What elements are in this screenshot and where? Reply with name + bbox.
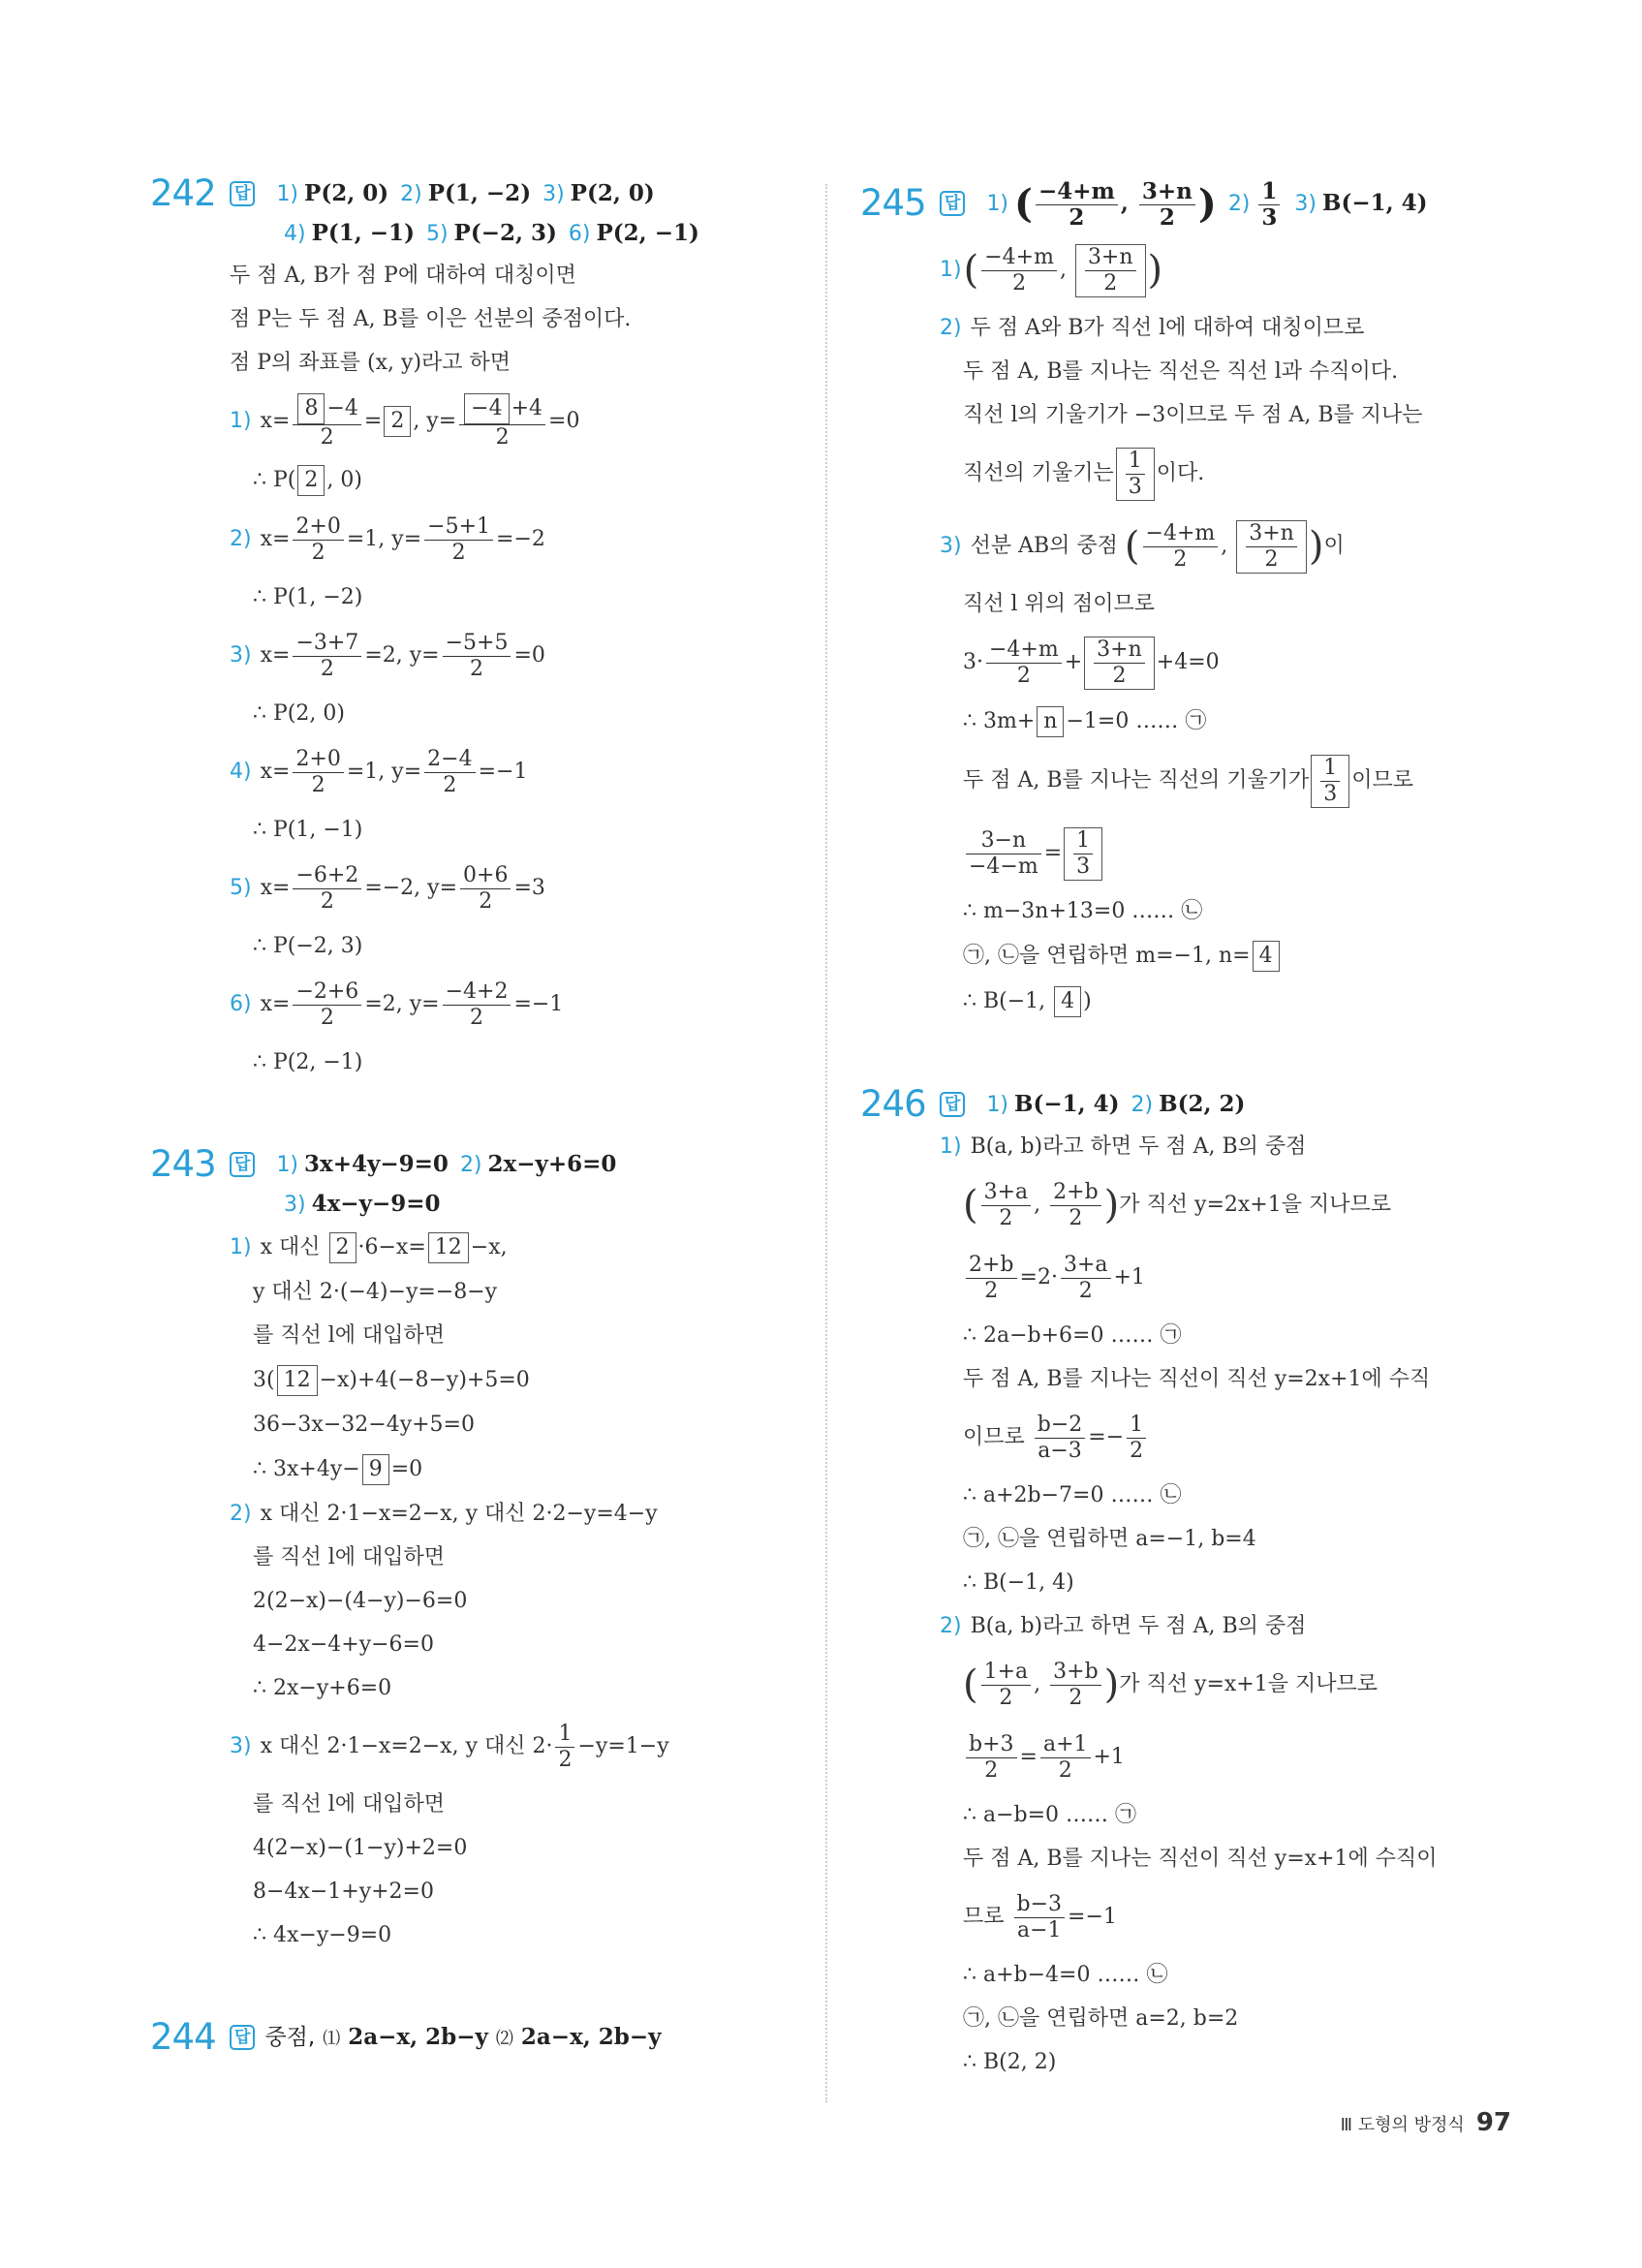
problem-number: 245 xyxy=(860,182,926,224)
answer-5: P(−2, 3) xyxy=(453,220,557,246)
page-footer xyxy=(1341,2108,1511,2137)
step-1-result: ∴ P( 2 , 0) xyxy=(253,465,790,496)
answer-block: 답 1) 3x+4y−9=0 2) 2x−y+6=0 3) 4x−y−9=0 xyxy=(230,1145,790,1225)
step-1-line: y 대신 2·(−4)−y=−8−y xyxy=(253,1280,498,1304)
problem-245 xyxy=(860,174,1538,1017)
step-1-line: $\frac{2+b}{2}$ =2· $\frac{3+a}{2}$ +1 xyxy=(963,1249,1538,1307)
answer-block: 답 1) ( $\frac{-4+m}{2}$ , $\frac{3+n}{2}$ ) 2) $\frac{1}{3}$ 3) B(−1, 4) xyxy=(940,174,1538,233)
step-2-line: ㉠, ㉡을 연립하면 a=2, b=2 xyxy=(963,2006,1239,2031)
solution xyxy=(230,262,790,1077)
answer-2: 2x−y+6=0 xyxy=(487,1151,617,1177)
step-2-line: 므로 $\frac{b-3}{a-1}$ =−1 xyxy=(963,1891,1117,1942)
answer-1: 3x+4y−9=0 xyxy=(304,1151,449,1177)
step-2: 2) x 대신 2·1−x=2−x, y 대신 2·2−y=4−y xyxy=(230,1502,658,1526)
step-2-line: 를 직선 l에 대입하면 xyxy=(253,1545,446,1569)
answer-block: 답 중점, ⑴ 2a−x, 2b−y ⑵ 2a−x, 2b−y xyxy=(230,2018,790,2059)
problem-number: 243 xyxy=(150,1143,216,1185)
step-2-line: 두 점 A, B를 지나는 직선이 직선 y=x+1에 수직이 xyxy=(963,1847,1438,1871)
answer-1: 2a−x, 2b−y xyxy=(348,2024,488,2050)
step-3-line: 8−4x−1+y+2=0 xyxy=(253,1880,434,1904)
answer-3: P(2, 0) xyxy=(570,180,655,206)
step-2-line: $\frac{b+3}{2}$ = $\frac{a+1}{2}$ +1 xyxy=(963,1728,1538,1786)
step-1: 1) x= $\frac{8 -4}{2}$ = 2 , y= $\frac{-4 +4}{2}$ =0 xyxy=(230,392,790,450)
step-2-line: 두 점 A, B를 지나는 직선은 직선 l과 수직이다. xyxy=(963,359,1399,384)
step-3-line: 를 직선 l에 대입하면 xyxy=(253,1792,446,1817)
step-3: 3) x= $\frac{-3+7}{2}$ =2, y= $\frac{-5+5}{2}$ =0 xyxy=(230,630,545,681)
answer-2: P(1, −2) xyxy=(427,180,532,206)
step-3-line: 직선 l 위의 점이므로 xyxy=(963,592,1156,616)
step-3: 3) 선분 AB의 중점 ( $\frac{-4+m}{2}$ , $\frac{3+n}{2}$ )이 xyxy=(940,520,1345,572)
step-5-result: ∴ P(−2, 3) xyxy=(253,934,363,958)
column-divider xyxy=(825,184,827,2102)
step-1: 1)( $\frac{-4+m}{2}$ , $\frac{3+n}{2}$ ) xyxy=(940,244,1163,295)
problem-243 xyxy=(150,1145,790,1950)
step-4: 4) x= $\frac{2+0}{2}$ =1, y= $\frac{2-4}{2}$ =−1 xyxy=(230,746,528,797)
answer-1: P(2, 0) xyxy=(304,180,389,206)
answer-2: 2a−x, 2b−y xyxy=(520,2024,662,2050)
step-1-result: ∴ B(−1, 4) xyxy=(963,1570,1074,1595)
step-1-line: ∴ 2a−b+6=0 …… ㉠ xyxy=(963,1323,1182,1348)
step-2: 2) 두 점 A와 B가 직선 l에 대하여 대칭이므로 xyxy=(940,316,1365,340)
step-3-line: ∴ 3m+ n −1=0 …… ㉠ xyxy=(963,706,1538,737)
text-line: 두 점 A, B가 점 P에 대하여 대칭이면 xyxy=(230,264,576,288)
step-1-line: ∴ a+2b−7=0 …… ㉡ xyxy=(963,1483,1182,1507)
solution xyxy=(940,1133,1538,2077)
answer-text: 중점, xyxy=(264,2025,316,2050)
page-number: 97 xyxy=(1475,2108,1511,2137)
step-2-line: 4−2x−4+y−6=0 xyxy=(253,1632,434,1657)
step-1-result: ∴ 3x+4y− 9 =0 xyxy=(253,1454,790,1485)
step-2-result: ∴ 2x−y+6=0 xyxy=(253,1676,392,1700)
answer-badge: 답 xyxy=(940,1092,965,1117)
step-3-line: 두 점 A, B를 지나는 직선의 기울기가 $\frac{1}{3}$ 이므로 xyxy=(963,755,1414,806)
step-6: 6) x= $\frac{-2+6}{2}$ =2, y= $\frac{-4+2}{2}$ =−1 xyxy=(230,979,564,1030)
right-column xyxy=(860,174,1538,2145)
step-2-line: ( $\frac{1+a}{2}$ , $\frac{3+b}{2}$ )가 직선 y=x+1을 지나므로 xyxy=(963,1659,1378,1710)
step-2: 2) B(a, b)라고 하면 두 점 A, B의 중점 xyxy=(940,1614,1307,1638)
step-3-line: ㉠, ㉡을 연립하면 m=−1, n= 4 xyxy=(963,941,1538,972)
step-3-line: 3· $\frac{-4+m}{2}$ + $\frac{3+n}{2}$ +4=0 xyxy=(963,637,1220,688)
solution xyxy=(230,1232,790,1950)
answer-3: B(−1, 4) xyxy=(1322,190,1428,216)
step-2-line: ∴ a+b−4=0 …… ㉡ xyxy=(963,1963,1168,1987)
step-1-line: 이므로 $\frac{b-2}{a-3}$ =− $\frac{1}{2}$ xyxy=(963,1409,1538,1467)
problem-number: 242 xyxy=(150,172,216,214)
step-2-line: 2(2−x)−(4−y)−6=0 xyxy=(253,1589,468,1613)
answer-badge: 답 xyxy=(230,2025,255,2050)
answer-badge: 답 xyxy=(230,1152,255,1177)
step-4-result: ∴ P(1, −1) xyxy=(253,818,363,842)
step-3: 3) x 대신 2·1−x=2−x, y 대신 2· $\frac{1}{2}$ −y=1−y xyxy=(230,1721,669,1772)
answer-badge: 답 xyxy=(940,191,965,216)
answer-block: 답 1) P(2, 0) 2) P(1, −2) 3) P(2, 0) 4) P(1, −1) 5) P(−2, 3) 6) P(2, −1) xyxy=(230,174,790,254)
step-1-line: 를 직선 l에 대입하면 xyxy=(253,1323,446,1348)
step-1-line: 36−3x−32−4y+5=0 xyxy=(253,1413,475,1437)
step-2-result: ∴ P(1, −2) xyxy=(253,585,363,609)
problem-number: 246 xyxy=(860,1083,926,1125)
step-3-result: ∴ B(−1, 4 ) xyxy=(963,986,1538,1017)
section-title: Ⅲ 도형의 방정식 xyxy=(1340,2115,1465,2135)
step-2-result: ∴ B(2, 2) xyxy=(963,2050,1057,2074)
answer-4: P(1, −1) xyxy=(311,220,415,246)
step-1: 1) B(a, b)라고 하면 두 점 A, B의 중점 xyxy=(940,1134,1307,1159)
step-3-result: ∴ P(2, 0) xyxy=(253,701,345,726)
step-3-line: ∴ m−3n+13=0 …… ㉡ xyxy=(963,899,1203,923)
solution xyxy=(940,241,1538,1017)
answer-block: 답 1) B(−1, 4) 2) B(2, 2) xyxy=(940,1085,1538,1125)
step-6-result: ∴ P(2, −1) xyxy=(253,1050,363,1074)
step-1: 1) x 대신 2 ·6−x= 12 −x, xyxy=(230,1232,790,1263)
step-2-line: 직선의 기울기는 $\frac{1}{3}$ 이다. xyxy=(963,448,1205,499)
step-3-line: $\frac{3-n}{-4-m}$ = $\frac{1}{3}$ xyxy=(963,824,1538,883)
text-line: 점 P는 두 점 A, B를 이은 선분의 중점이다. xyxy=(230,307,632,331)
step-3-result: ∴ 4x−y−9=0 xyxy=(253,1923,392,1947)
step-2-line: 직선 l의 기울기가 −3이므로 두 점 A, B를 지나는 xyxy=(963,403,1423,427)
step-3-line: 4(2−x)−(1−y)+2=0 xyxy=(253,1836,468,1860)
left-column xyxy=(150,174,790,2127)
step-2: 2) x= $\frac{2+0}{2}$ =1, y= $\frac{-5+1}{2}$ =−2 xyxy=(230,513,545,565)
problem-244 xyxy=(150,2018,790,2059)
answer-1: B(−1, 4) xyxy=(1014,1091,1120,1117)
answer-badge: 답 xyxy=(230,181,255,206)
problem-246 xyxy=(860,1085,1538,2077)
step-1-line: ㉠, ㉡을 연립하면 a=−1, b=4 xyxy=(963,1527,1256,1551)
step-2-line: ∴ a−b=0 …… ㉠ xyxy=(963,1803,1137,1827)
step-1-line: 두 점 A, B를 지나는 직선이 직선 y=2x+1에 수직 xyxy=(963,1367,1431,1391)
step-1-line: 3( 12 −x)+4(−8−y)+5=0 xyxy=(253,1365,790,1396)
answer-6: P(2, −1) xyxy=(596,220,699,246)
text-line: 점 P의 좌표를 (x, y)라고 하면 xyxy=(230,351,511,375)
step-1-line: ( $\frac{3+a}{2}$ , $\frac{2+b}{2}$ )가 직선 y=2x+1을 지나므로 xyxy=(963,1179,1391,1230)
answer-2: B(2, 2) xyxy=(1159,1091,1246,1117)
answer-3: 4x−y−9=0 xyxy=(311,1191,441,1217)
step-5: 5) x= $\frac{-6+2}{2}$ =−2, y= $\frac{0+6}{2}$ =3 xyxy=(230,862,545,914)
problem-number: 244 xyxy=(150,2016,216,2058)
problem-242 xyxy=(150,174,790,1077)
